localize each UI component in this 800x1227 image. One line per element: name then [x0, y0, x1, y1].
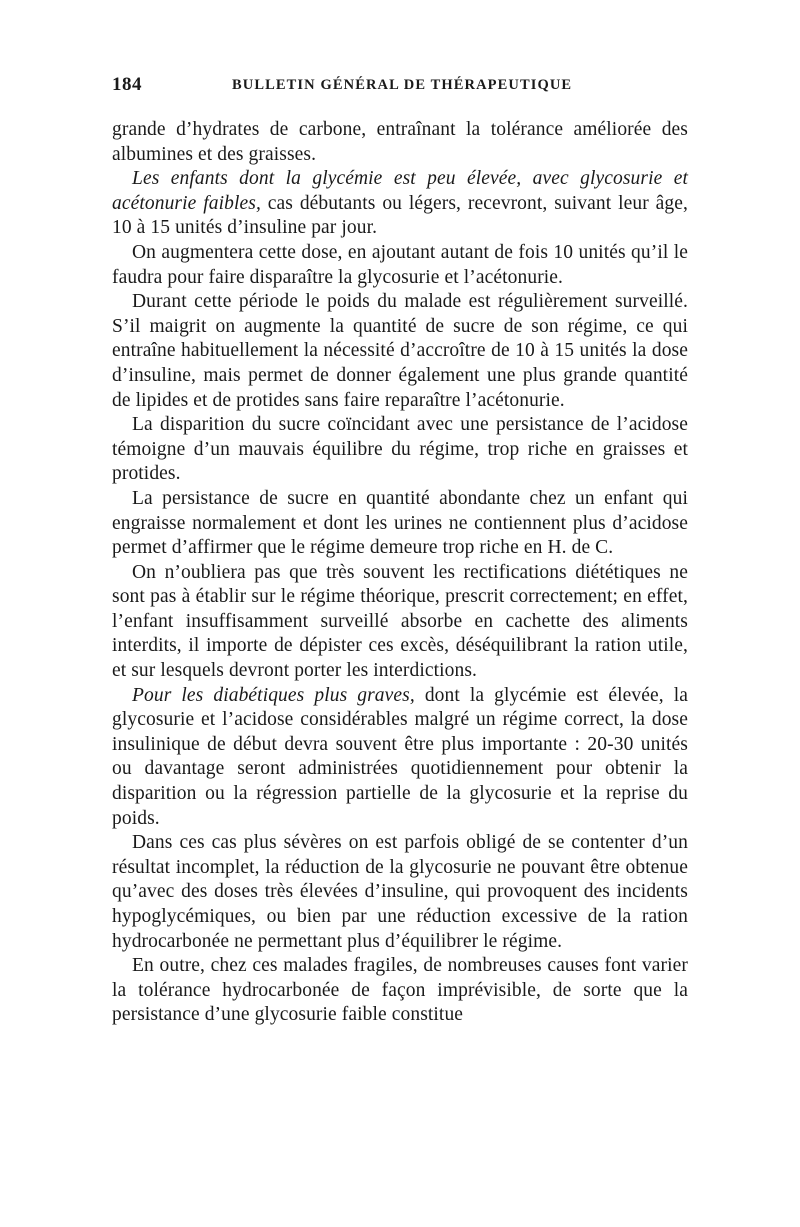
- paragraph-text: cas débutants ou légers, recevront, suivant leur âge, 10 à 15 unités d’insuline par jour.: [112, 192, 688, 239]
- paragraph-text: Durant cette période le poids du malade est régulièrement surveillé. S’il maigrit on augmente la quantité de sucre de son régime, ce qui entraîne habituellement la nécessité d’accroître de 10 à 15 unités la dose d’insuline, mais permet de donner également une plus grande quantité de lipides et de protides sans faire reparaître l’acétonurie.: [112, 291, 688, 411]
- paragraph-text: La persistance de sucre en quantité abondante chez un enfant qui engraisse normalement et dont les urines ne contiennent plus d’acidose permet d’affirmer que le régime demeure trop riche en H. de C.: [112, 487, 688, 559]
- paragraph-text: On augmentera cette dose, en ajoutant autant de fois 10 unités qu’il le faudra pour faire disparaître la glycosurie et l’acétonurie.: [112, 241, 688, 288]
- paragraph: [112, 118, 688, 167]
- page-number: 184: [112, 74, 142, 95]
- paragraph-text: dont la glycémie est élevée, la glycosurie et l’acidose considérables malgré un régime correct, la dose insulinique de début devra souvent être plus importante : 20-30 unités ou davantage seront administrées quotidiennement pour obtenir la disparition ou la régression partielle de la glycosurie et la reprise du poids.: [112, 684, 689, 829]
- paragraph-text: grande d’hydrates de carbone, entraînant la tolérance améliorée des albumines et des graisses.: [112, 119, 688, 165]
- running-head: [112, 74, 688, 100]
- paragraph-italic-lead: Pour les diabétiques plus graves,: [132, 684, 415, 706]
- paragraph-text: La disparition du sucre coïncidant avec une persistance de l’acidose témoigne d’un mauvais équilibre du régime, trop riche en graisses et protides.: [112, 414, 688, 485]
- paragraph: [112, 831, 688, 954]
- paragraph: [112, 413, 688, 487]
- paragraph: [112, 954, 688, 1028]
- paragraph: [112, 684, 688, 832]
- paragraph: [112, 241, 688, 290]
- paragraph-text: On n’oubliera pas que très souvent les rectifications diététiques ne sont pas à établir sur le régime théorique, prescrit correctement; en effet, l’enfant insuffisamment surveillé absorbe en cachette des aliments interdits, il importe de dépister ces excès, déséquilibrant la ration utile, et sur lesquels devront porter les interdictions.: [112, 561, 688, 682]
- paragraph-italic-lead: Les enfants dont la glycémie est peu élevée, avec glycosurie et acétonurie faibles,: [112, 168, 688, 214]
- paragraph: [112, 290, 688, 413]
- paragraph: [112, 487, 688, 561]
- body-text: [112, 118, 688, 1028]
- paragraph: [112, 167, 688, 241]
- paragraph-text: Dans ces cas plus sévères on est parfois obligé de se contenter d’un résultat incomplet, la réduction de la glycosurie ne pouvant être obtenue qu’avec des doses très élevées d’insuline, qui provoquent des incidents hypoglycémiques, ou bien par une réduction excessive de la ration hydrocarbonée ne permettant plus d’équilibrer le régime.: [112, 832, 688, 952]
- paragraph: [112, 561, 688, 684]
- journal-title: BULLETIN GÉNÉRAL DE THÉRAPEUTIQUE: [232, 77, 573, 93]
- paragraph-text: En outre, chez ces malades fragiles, de nombreuses causes font varier la tolérance hydrocarbonée de façon imprévisible, de sorte que la persistance d’une glycosurie faible constitue: [112, 955, 688, 1026]
